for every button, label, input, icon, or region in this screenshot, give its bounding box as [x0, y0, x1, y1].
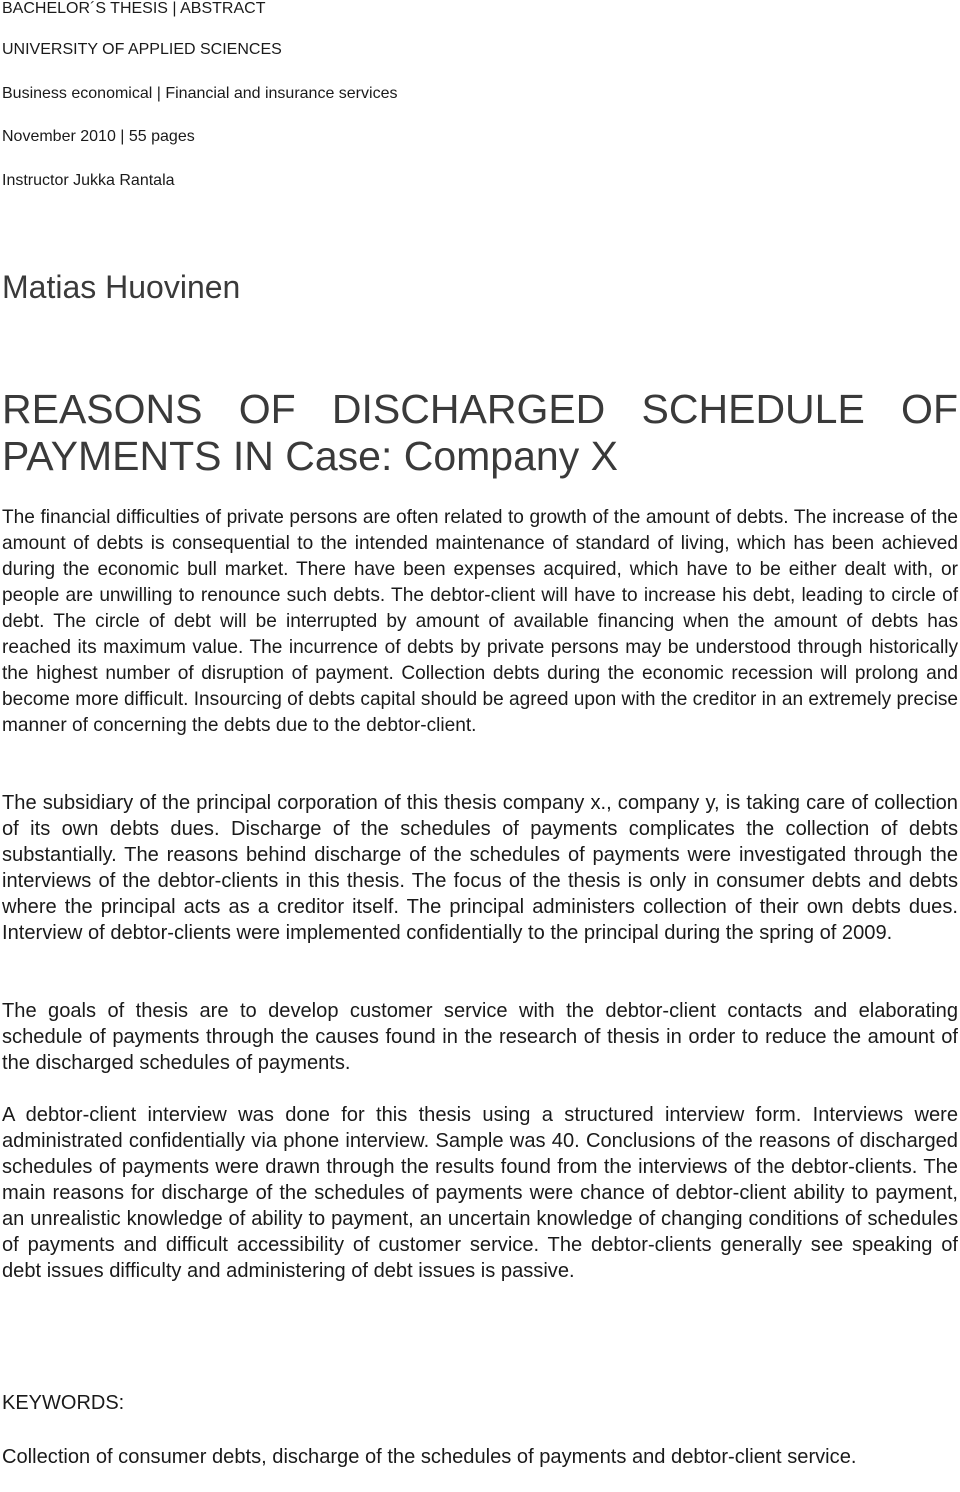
degree-programme-line: Business economical | Financial and insurance services — [2, 85, 398, 102]
thesis-title: REASONS OF DISCHARGED SCHEDULE OF PAYMENTS IN Case: Company X — [2, 386, 958, 479]
abstract-paragraph-1: The financial difficulties of private persons are often related to growth of the amount of debts. The increase of the amount of debts is consequential to the intended maintenance of standard of living, which has been achieved during the economic bull market. There have been expenses acquired, which have to be either dealt with, or people are unwilling to renounce such debts. The debtor-client will have to increase his debt, leading to circle of debt. The circle of debt will be interrupted by amount of available financing when the amount of debts has reached its maximum value. The incurrence of debts by private persons may be understood through historically the highest number of disruption of payment. Collection debts during the economic recession will prolong and become more difficult. Insourcing of debts capital should be agreed upon with the creditor in an extremely precise manner of concerning the debts due to the debtor-client. — [2, 507, 958, 736]
university-line: UNIVERSITY OF APPLIED SCIENCES — [2, 41, 282, 58]
abstract-paragraph-3: The goals of thesis are to develop customer service with the debtor-client contacts and elaborating schedule of payments through the causes found in the research of thesis in order to reduce the amount of the discharged schedules of payments. — [2, 1000, 958, 1074]
keywords-label: KEYWORDS: — [2, 1392, 125, 1414]
abstract-paragraph-4: A debtor-client interview was done for this thesis using a structured interview form. Interviews were administrated confidentially via phone interview. Sample was 40. Conclusions of the reasons of discharged schedules of payments were drawn through the results found from the interviews of the debtor-clients. The main reasons for discharge of the schedules of payments were chance of debtor-client ability to payment, an unrealistic knowledge of ability to payment, an uncertain knowledge of changing conditions of schedules of payments and difficult accessibility of customer service. The debtor-clients generally see speaking of debt issues difficulty and administering of debt issues is passive. — [2, 1104, 958, 1282]
author-name: Matias Huovinen — [2, 269, 241, 305]
instructor-line: Instructor Jukka Rantala — [2, 172, 175, 189]
keywords-text: Collection of consumer debts, discharge of the schedules of payments and debtor-client service. — [2, 1446, 857, 1468]
thesis-type-line: BACHELOR´S THESIS | ABSTRACT — [2, 0, 266, 17]
abstract-paragraph-2: The subsidiary of the principal corporation of this thesis company x., company y, is taking care of collection of its own debts dues. Discharge of the schedules of payments complicates the collection of debts substantially. The reasons behind discharge of the schedules of payments were investigated through the interviews of the debtor-clients in this thesis. The focus of the thesis is only in consumer debts and debts where the principal acts as a creditor itself. The principal administers collection of their own debts dues. Interview of debtor-clients were implemented confidentially to the principal during the spring of 2009. — [2, 792, 958, 944]
date-pages-line: November 2010 | 55 pages — [2, 128, 195, 145]
